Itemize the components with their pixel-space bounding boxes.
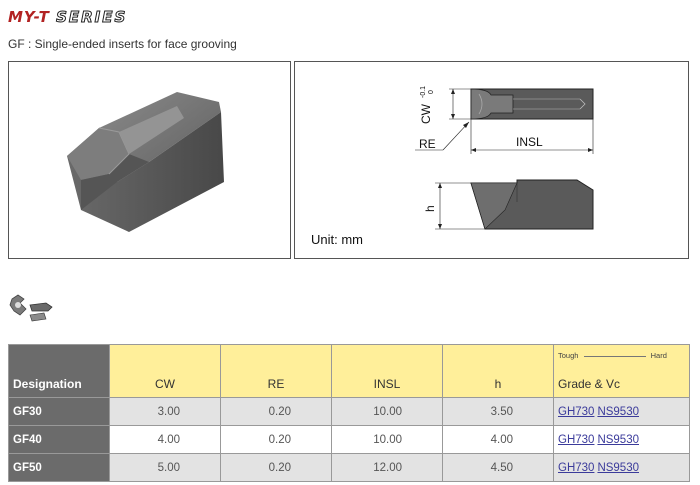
col-header-h: h	[443, 345, 554, 398]
dim-label-cw: CW	[419, 104, 433, 124]
unit-label: Unit: mm	[311, 232, 363, 247]
insl-cell: 10.00	[332, 398, 443, 426]
grade-cell	[554, 398, 690, 426]
series-suffix: SERIES	[56, 8, 128, 26]
h-cell: 4.00	[443, 426, 554, 454]
dim-label-insl: INSL	[516, 135, 543, 149]
h-cell: 4.50	[443, 454, 554, 482]
grade-cell	[554, 454, 690, 482]
re-cell: 0.20	[221, 398, 332, 426]
col-header-designation: Designation	[9, 345, 110, 398]
technical-drawing-panel	[294, 61, 689, 259]
dim-label-re: RE	[419, 137, 436, 151]
grade-link-gh730[interactable]: GH730	[558, 461, 595, 474]
cw-cell: 4.00	[110, 426, 221, 454]
grade-cell	[554, 426, 690, 454]
designation-cell: GF30	[9, 398, 110, 426]
series-prefix: MY-T	[8, 8, 50, 26]
insl-cell: 10.00	[332, 426, 443, 454]
grade-link-gh730[interactable]: GH730	[558, 433, 595, 446]
side-view-drawing	[435, 180, 593, 229]
insert-photo-panel	[8, 61, 291, 259]
series-title	[8, 8, 127, 26]
page-subtitle: GF : Single-ended inserts for face grooving	[8, 37, 237, 51]
designation-cell: GF50	[9, 454, 110, 482]
grade-link-gh730[interactable]: GH730	[558, 405, 595, 418]
table-row	[9, 398, 690, 426]
grade-link-ns9530[interactable]: NS9530	[597, 405, 639, 418]
technical-drawing	[295, 62, 688, 258]
grade-link-ns9530[interactable]: NS9530	[597, 433, 639, 446]
tough-hard-scale	[558, 351, 667, 360]
dim-label-cw-tol-lower: 0	[428, 90, 435, 94]
dim-label-cw-tol-upper: -0.1	[420, 85, 427, 98]
h-cell: 3.50	[443, 398, 554, 426]
insert-photo	[9, 62, 290, 258]
grade-vc-label: Grade & Vc	[558, 377, 621, 391]
table-row	[9, 454, 690, 482]
insert-type-icon	[8, 293, 56, 327]
top-view-drawing	[415, 89, 593, 154]
double-arrow-icon	[584, 356, 646, 357]
re-cell: 0.20	[221, 426, 332, 454]
tough-label: Tough	[558, 351, 579, 360]
table-row	[9, 426, 690, 454]
col-header-re: RE	[221, 345, 332, 398]
col-header-grade	[554, 345, 690, 398]
hard-label: Hard	[650, 351, 667, 360]
grade-link-ns9530[interactable]: NS9530	[597, 461, 639, 474]
insl-cell: 12.00	[332, 454, 443, 482]
dim-label-h: h	[423, 205, 437, 212]
spec-table	[8, 344, 690, 482]
re-cell: 0.20	[221, 454, 332, 482]
cw-cell: 3.00	[110, 398, 221, 426]
col-header-insl: INSL	[332, 345, 443, 398]
table-header-row	[9, 345, 690, 398]
col-header-cw: CW	[110, 345, 221, 398]
designation-cell: GF40	[9, 426, 110, 454]
cw-cell: 5.00	[110, 454, 221, 482]
